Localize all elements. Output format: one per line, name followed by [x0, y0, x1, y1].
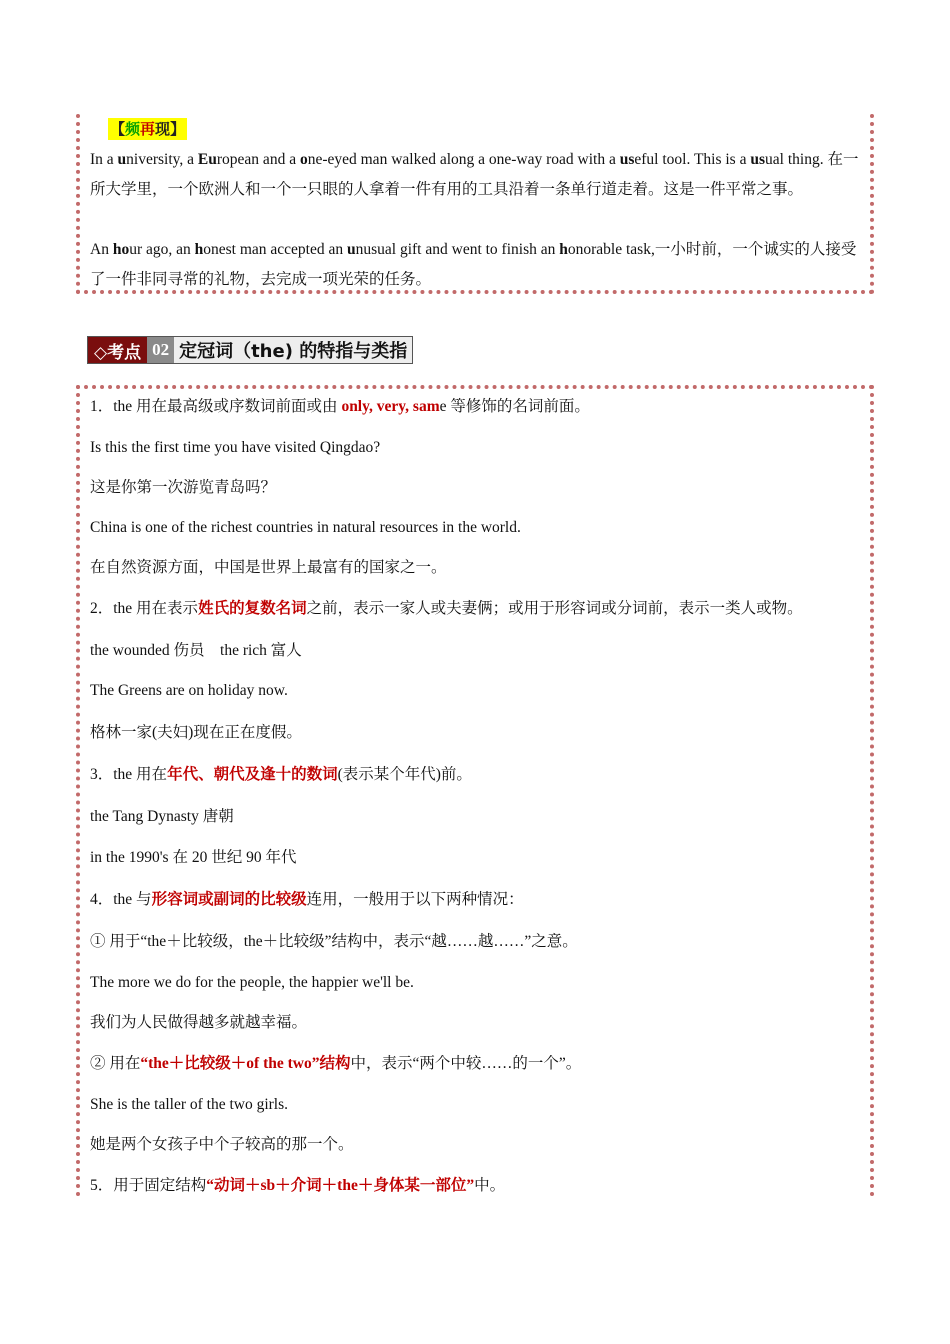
section-number: 02	[147, 337, 174, 363]
frequent-review-tag	[108, 118, 864, 140]
example-line: She is the taller of the two girls.	[90, 1096, 289, 1113]
translation-line: 在自然资源方面，中国是世界上最富有的国家之一。	[90, 559, 447, 576]
example-paragraph-2: An hour ago, an honest man accepted an unusual gift and went to finish an honorable task,一小时前，一个诚实的人接受了一件非同寻常的礼物，去完成一项光荣的任务。	[90, 241, 857, 288]
example-line: China is one of the richest countries in natural resources in the world.	[90, 519, 521, 536]
translation-line: 这是你第一次游览青岛吗？	[90, 479, 277, 496]
example-line: The Greens are on holiday now.	[90, 682, 288, 699]
section-heading: 定冠词（the) 的特指与类指	[174, 337, 412, 363]
rule-1: 1．the 用在最高级或序数词前面或由 only, very, same 等修饰的名词前面。	[90, 398, 590, 415]
example-line: The more we do for the people, the happier we'll be.	[90, 974, 414, 991]
example-line: Is this the first time you have visited Qingdao?	[90, 439, 381, 456]
translation-line: 格林一家(夫妇)现在正在度假。	[90, 724, 302, 741]
content-box	[76, 385, 874, 1197]
example-line: the Tang Dynasty 唐朝	[90, 808, 234, 825]
example-paragraph-1: In a university, a European and a one-eyed man walked along a one-way road with a useful tool. This is a usual thing. 在一所大学里，一个欧洲人和一个一只眼的人拿着一件有用的工具沿着一条单行道走着。这是一件平常之事。	[90, 151, 859, 198]
translation-line: 我们为人民做得越多就越幸福。	[90, 1014, 308, 1031]
sub-rule-2: ② 用在“the＋比较级＋of the two”结构中，表示“两个中较……的一个”。	[90, 1055, 582, 1072]
translation-line: 她是两个女孩子中个子较高的那一个。	[90, 1136, 354, 1153]
section-label: ◇考点	[88, 337, 147, 363]
sub-rule-1: ① 用于“the＋比较级，the＋比较级”结构中，表示“越……越……”之意。	[90, 933, 578, 950]
rule-2: 2．the 用在表示姓氏的复数名词之前，表示一家人或夫妻俩；或用于形容词或分词前，表示一类人或物。	[90, 600, 803, 617]
rule-3: 3．the 用在年代、朝代及逢十的数词(表示某个年代)前。	[90, 766, 472, 783]
section-title	[87, 336, 413, 364]
example-line: the wounded 伤员 the rich 富人	[90, 642, 302, 659]
highlight-tag: 【频再现】	[110, 120, 186, 138]
rule-5: 5．用于固定结构“动词＋sb＋介词＋the＋身体某一部位”中。	[90, 1177, 506, 1194]
rule-4: 4．the 与形容词或副词的比较级连用，一般用于以下两种情况：	[90, 891, 524, 908]
example-line: in the 1990's 在 20 世纪 90 年代	[90, 849, 297, 866]
frequent-review-box	[76, 114, 874, 294]
